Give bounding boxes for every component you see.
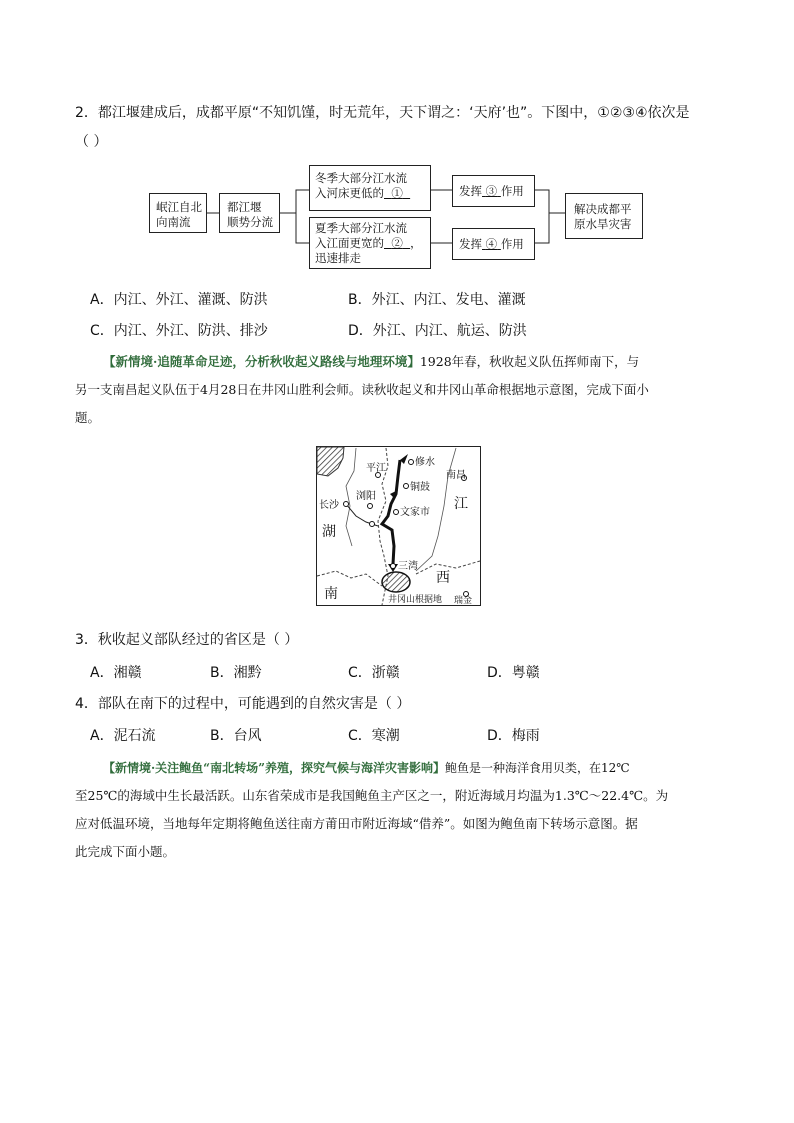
flow-box-winter: 冬季大部分江水流 入河床更低的 ① — [309, 165, 431, 211]
blank-4: ④ — [485, 237, 498, 251]
map-label-ruijin: 瑞金 — [454, 596, 473, 606]
blank-2: ② — [391, 236, 403, 250]
map-label-jiang: 江 — [454, 496, 468, 512]
map-label-pingjiang: 平江 — [366, 463, 386, 474]
q2-option-b[interactable]: B．外江、内江、发电、灌溉 — [348, 292, 526, 308]
q3-stem: 3．秋收起义部队经过的省区是（ ） — [75, 632, 299, 648]
flow-box-summer: 夏季大部分江水流 入江面更宽的 ② ， 迅速排走 — [309, 217, 431, 269]
map-label-nan: 南 — [324, 586, 338, 602]
q2-option-c[interactable]: C．内江、外江、防洪、排沙 — [90, 323, 268, 339]
flow-box-dujiangyan: 都江堰 顺势分流 — [219, 193, 280, 233]
blank-3: ③ — [485, 184, 498, 198]
map-label-jinggangshan: 井冈山根据地 — [388, 595, 443, 605]
q2-stem-line2: （ ） — [75, 134, 108, 150]
blank-1: ① — [391, 186, 403, 200]
context-abalone: 【新情境·关注鲍鱼“南北转场”养殖，探究气候与海洋灾害影响】鲍鱼是一种海洋食用贝类，在12℃ 至25℃的海域中生长最活跃。山东省荣成市是我国鲍鱼主产区之一，附近海域月均温为1.3℃～22.4℃。为 应对低温环境，当地每年定期将鲍鱼送往南方莆田市附近海域“借养”。如图为鲍鱼南下转场示意图。据 此完成下面小题。 — [75, 761, 669, 859]
map-label-wenjiashi: 文家市 — [400, 507, 430, 518]
q3-option-c[interactable]: C．浙赣 — [348, 665, 400, 681]
context-tag: 【新情境·追随革命足迹，分析秋收起义路线与地理环境】 — [103, 354, 420, 369]
q3-option-a[interactable]: A．湘赣 — [90, 665, 142, 681]
context-tag: 【新情境·关注鲍鱼“南北转场”养殖，探究气候与海洋灾害影响】 — [103, 761, 445, 775]
q4-option-b[interactable]: B．台风 — [210, 728, 262, 744]
q4-option-a[interactable]: A．泥石流 — [90, 728, 156, 744]
context-autumn-uprising: 【新情境·追随革命足迹，分析秋收起义路线与地理环境】1928年春，秋收起义队伍挥师南下，与 另一支南昌起义队伍于4月28日在井冈山胜利会师。读秋收起义和井冈山革命根据地示意图，完成下面小 题。 — [75, 354, 649, 425]
flow-box-result: 解决成都平 原水旱灾害 — [565, 193, 643, 239]
q2-option-d[interactable]: D．外江、内江、航运、防洪 — [348, 323, 527, 339]
q2-option-a[interactable]: A．内江、外江、灌溉、防洪 — [90, 292, 268, 308]
q4-stem: 4．部队在南下的过程中，可能遇到的自然灾害是（ ） — [75, 696, 411, 712]
map-label-xi: 西 — [436, 570, 450, 586]
map-label-sanwan: 三湾 — [398, 561, 418, 572]
flow-box-effect4: 发挥 ④ 作用 — [452, 228, 535, 260]
map-label-changsha: 长沙 — [319, 500, 339, 511]
q2-stem-line1: 2．都江堰建成后，成都平原“不知饥馑，时无荒年，天下谓之：‘天府’也”。下图中，①②③④依次是 — [75, 105, 690, 121]
q3-option-b[interactable]: B．湘黔 — [210, 665, 262, 681]
uprising-route-map — [316, 446, 481, 606]
q3-option-d[interactable]: D．粤赣 — [487, 665, 540, 681]
flow-box-effect3: 发挥 ③ 作用 — [452, 175, 535, 207]
map-label-nanchang: 南昌 — [446, 470, 466, 481]
map-label-tonggu: 铜鼓 — [410, 482, 430, 493]
q4-option-d[interactable]: D．梅雨 — [487, 728, 540, 744]
map-label-hu: 湖 — [322, 524, 336, 540]
map-label-xiushui: 修水 — [415, 457, 435, 468]
flow-box-minjiang: 岷江自北 向南流 — [149, 193, 207, 233]
q4-option-c[interactable]: C．寒潮 — [348, 728, 400, 744]
map-label-liuyang: 浏阳 — [356, 491, 376, 502]
